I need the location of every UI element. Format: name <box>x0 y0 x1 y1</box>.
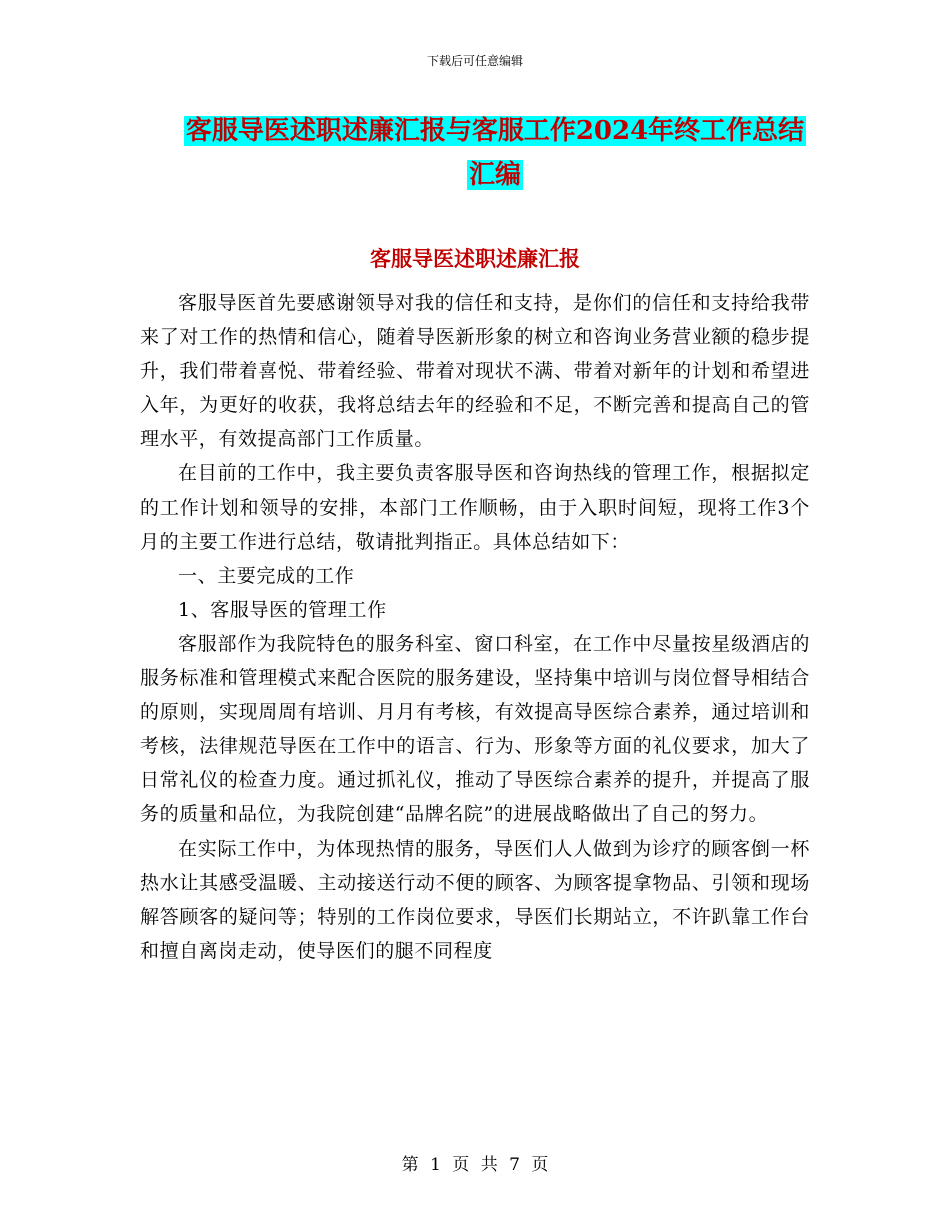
page-number: 第 1 页 共 7 页 <box>401 1155 549 1175</box>
document-body <box>140 286 810 968</box>
paragraph: 客服导医首先要感谢领导对我的信任和支持，是你们的信任和支持给我带来了对工作的热情和信心，随着导医新形象的树立和咨询业务营业额的稳步提升，我们带着喜悦、带着经验、带着对现状不满、带着对新年的计划和希望进入年，为更好的收获，我将总结去年的经验和不足，不断完善和提高自己的管理水平，有效提高部门工作质量。 <box>140 292 810 451</box>
paragraph: 在实际工作中，为体现热情的服务，导医们人人做到为诊疗的顾客倒一杯热水让其感受温暖、主动接送行动不便的顾客、为顾客提拿物品、引领和现场解答顾客的疑问等；特别的工作岗位要求，导医们长期站立，不许趴靠工作台和擅自离岗走动，使导医们的腿不同程度 <box>140 837 810 962</box>
document-title-line-2: 汇编 <box>468 160 521 190</box>
document-title-line-1: 客服导医述职述廉汇报与客服工作2024年终工作总结 <box>185 116 805 146</box>
paragraph: 客服部作为我院特色的服务科室、窗口科室，在工作中尽量按星级酒店的服务标准和管理模式来配合医院的服务建设，坚持集中培训与岗位督导相结合的原则，实现周周有培训、月月有考核，有效提高导医综合素养，通过培训和考核，法律规范导医在工作中的语言、行为、形象等方面的礼仪要求，加大了日常礼仪的检查力度。通过抓礼仪，推动了导医综合素养的提升，并提高了服务的质量和品位，为我院创建“品牌名院”的进展战略做出了自己的努力。 <box>140 632 810 826</box>
document-title <box>140 109 850 197</box>
header-note: 下载后可任意编辑 <box>426 54 523 68</box>
heading-main-work: 一、主要完成的工作 <box>178 564 355 587</box>
subheading-management: 1、客服导医的管理工作 <box>178 598 387 621</box>
paragraph: 在目前的工作中，我主要负责客服导医和咨询热线的管理工作，根据拟定的工作计划和领导的安排，本部门工作顺畅，由于入职时间短，现将工作3个月的主要工作进行总结，敬请批判指正。具体总结如下： <box>140 462 810 553</box>
section-title: 客服导医述职述廉汇报 <box>370 246 580 271</box>
